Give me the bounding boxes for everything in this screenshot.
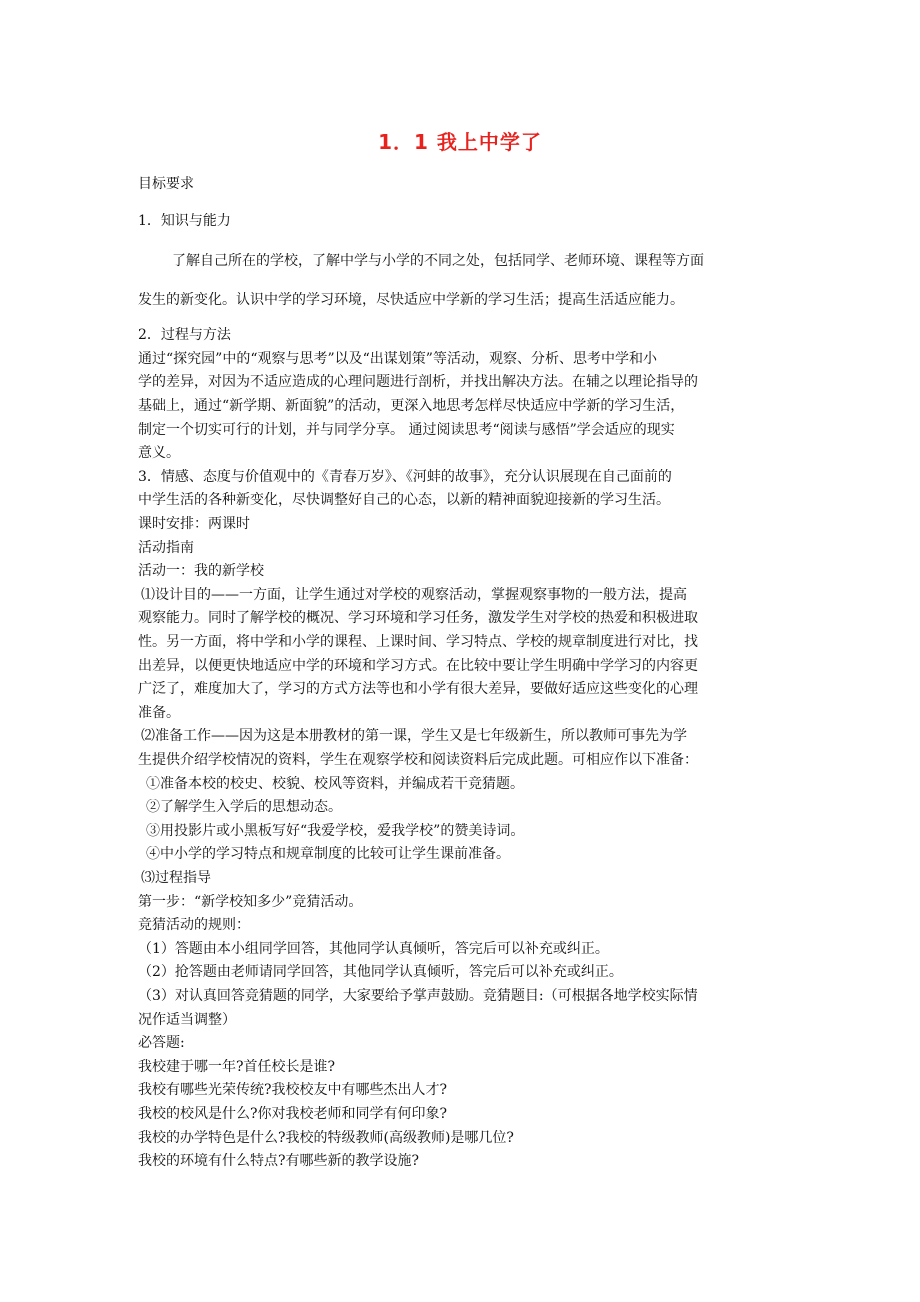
paragraph-line: 通过“探究园”中的“观察与思考”以及“出谋划策”等活动，观察、分析、思考中学和小: [138, 351, 657, 367]
paragraph-line: ⑵准备工作——因为这是本册教材的第一课，学生又是七年级新生，所以教师可事先为学: [141, 728, 687, 744]
paragraph-line: 观察能力。同时了解学校的概况、学习环境和学习任务，激发学生对学校的热爱和积极进取: [138, 610, 698, 626]
heading-activity-guide: 活动指南: [138, 540, 194, 556]
heading-process-method: 2．过程与方法: [138, 327, 231, 343]
paragraph-line: 中学生活的各种新变化，尽快调整好自己的心态，以新的精神面貌迎接新的学习生活。: [138, 492, 670, 508]
question-item: 我校的环境有什么特点?有哪些新的教学设施?: [138, 1153, 420, 1169]
rule-item: （2）抢答题由老师请同学回答，其他同学认真倾听，答完后可以补充或纠正。: [138, 964, 623, 980]
list-item: ③用投影片或小黑板写好“我爱学校，爱我学校”的赞美诗词。: [146, 823, 525, 839]
list-item: ②了解学生入学后的思想动态。: [146, 799, 342, 815]
paragraph-line: 制定一个切实可行的计划，并与同学分享。 通过阅读思考“阅读与感悟”学会适应的现实: [138, 422, 675, 438]
heading-knowledge-ability: 1．知识与能力: [138, 213, 231, 229]
paragraph-line: 生提供介绍学校情况的资料，学生在观察学校和阅读资料后完成此题。可相应作以下准备：: [138, 752, 698, 768]
question-item: 我校的办学特色是什么?我校的特级教师(高级教师)是哪几位?: [138, 1130, 514, 1146]
question-item: 我校的校风是什么?你对我校老师和同学有何印象?: [138, 1106, 448, 1122]
heading-goals: 目标要求: [138, 176, 194, 192]
heading-activity-one: 活动一：我的新学校: [138, 563, 264, 579]
paragraph-line: ⑴设计目的——一方面，让学生通过对学校的观察活动，掌握观察事物的一般方法，提高: [141, 587, 687, 603]
required-questions-heading: 必答题:: [138, 1035, 185, 1051]
rules-heading: 竞猜活动的规则：: [138, 917, 250, 933]
heading-process-guide: ⑶过程指导: [141, 870, 211, 886]
paragraph-line: 意义。: [138, 445, 180, 461]
document-title: 1．1 我上中学了: [378, 130, 542, 154]
paragraph-line: 广泛了，难度加大了，学习的方式方法等也和小学有很大差异，要做好适应这些变化的心理: [138, 681, 698, 697]
paragraph-line: 出差异，以便更快地适应中学的环境和学习方式。在比较中要让学生明确中学学习的内容更: [138, 658, 698, 674]
rule-item: （3）对认真回答竞猜题的同学，大家要给予掌声鼓励。竞猜题目:（可根据各地学校实际情: [138, 988, 698, 1004]
paragraph-line: 基础上，通过“新学期、新面貌”的活动，更深入地思考怎样尽快适应中学新的学习生活，: [138, 398, 685, 414]
paragraph-line: 学的差异，对因为不适应造成的心理问题进行剖析，并找出解决方法。在辅之以理论指导的: [138, 374, 698, 390]
rule-item: （1）答题由本小组同学回答，其他同学认真倾听，答完后可以补充或纠正。: [138, 941, 609, 957]
paragraph-line: 了解自己所在的学校，了解中学与小学的不同之处，包括同学、老师环境、课程等方面: [172, 253, 704, 269]
step-one: 第一步：“新学校知多少”竞猜活动。: [138, 894, 363, 910]
paragraph-line: 准备。: [138, 705, 180, 721]
class-schedule: 课时安排：两课时: [138, 516, 250, 532]
heading-emotion-attitude: 3．情感、态度与价值观中的《青春万岁》、《河蚌的故事》，充分认识展现在自己面前的: [138, 469, 672, 485]
paragraph-line: 况作适当调整）: [138, 1012, 236, 1028]
paragraph-line: 发生的新变化。认识中学的学习环境，尽快适应中学新的学习生活；提高生活适应能力。: [138, 292, 684, 308]
paragraph-line: 性。另一方面，将中学和小学的课程、上课时间、学习特点、学校的规章制度进行对比，找: [138, 634, 698, 650]
question-item: 我校有哪些光荣传统?我校校友中有哪些杰出人才?: [138, 1082, 448, 1098]
list-item: ④中小学的学习特点和规章制度的比较可让学生课前准备。: [146, 846, 510, 862]
question-item: 我校建于哪一年?首任校长是谁?: [138, 1059, 336, 1075]
list-item: ①准备本校的校史、校貌、校风等资料，并编成若干竞猜题。: [146, 776, 524, 792]
